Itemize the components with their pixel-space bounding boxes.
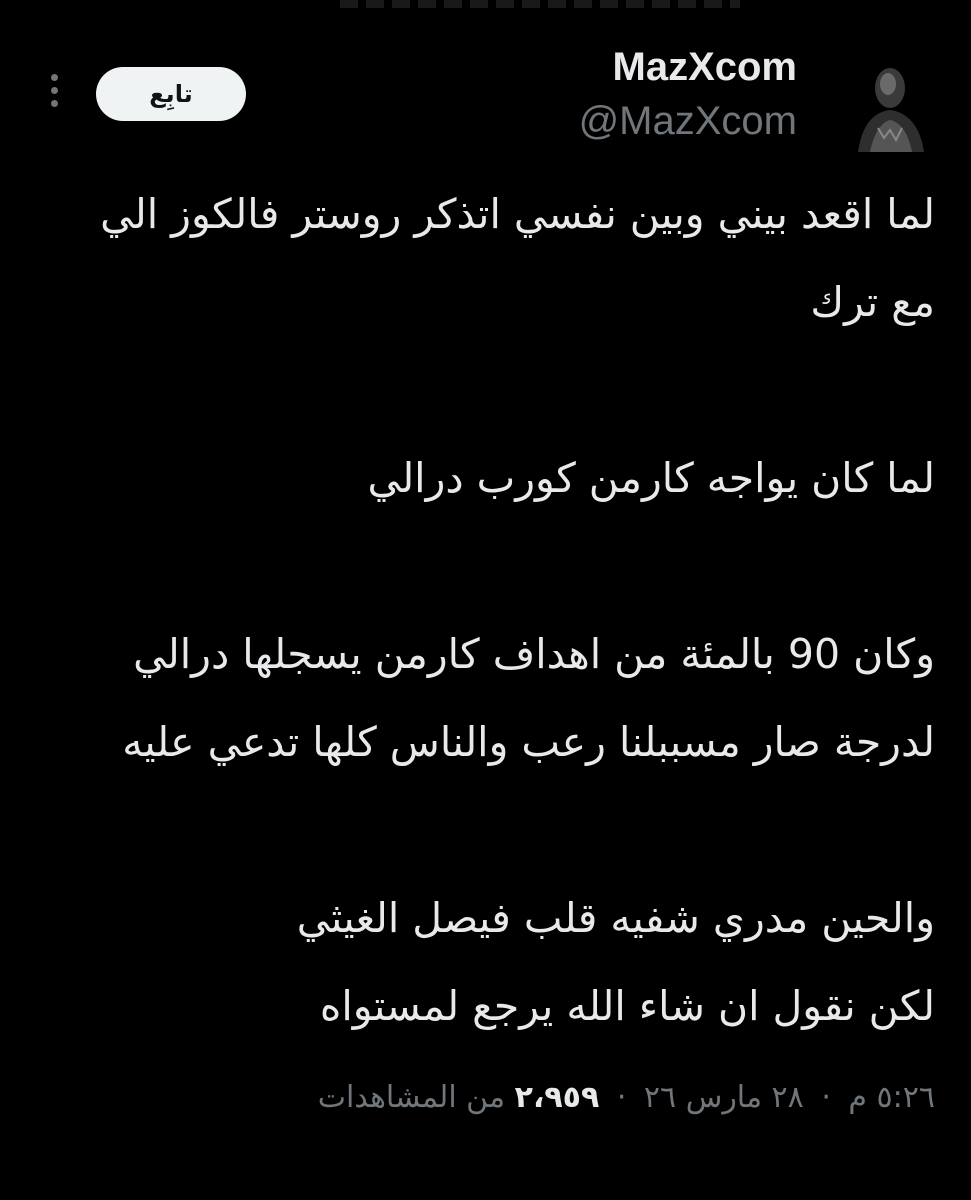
tweet-line-blank [25,536,935,596]
user-info [579,44,797,144]
dot [51,100,58,107]
tweet-line: لدرجة صار مسببلنا رعب والناس كلها تدعي عليه [122,718,935,766]
meta-separator: · [821,1080,831,1115]
top-cropped-edge [340,0,740,8]
tweet-line: وكان 90 بالمئة من اهداف كارمن يسجلها درالي [133,630,935,678]
views-label: من المشاهدات [317,1080,506,1115]
tweet-line: مع ترك [810,278,935,326]
dot [51,87,58,94]
meta-separator: · [616,1080,627,1115]
tweet-time[interactable]: ٥:٢٦ م [848,1080,935,1115]
more-options-icon[interactable] [40,68,68,112]
tweet-text [25,184,935,1064]
display-name[interactable]: MazXcom [612,45,797,89]
tweet-meta [318,1080,935,1115]
tweet-line: لما كان يواجه كارمن كورب درالي [367,454,935,502]
tweet-date[interactable]: ٢٨ مارس ٢٦ [643,1080,804,1115]
tweet-line-blank [25,800,935,860]
tweet-line-blank [25,360,935,420]
dot [51,74,58,81]
tweet-line: والحين مدري شفيه قلب فيصل الغيثي [296,894,935,942]
views-count[interactable]: ٢،٩٥٩ [514,1080,600,1115]
user-handle[interactable]: @MazXcom [578,99,797,143]
avatar[interactable] [848,58,932,152]
tweet-line: لما اقعد بيني وبين نفسي اتذكر روستر فالكوز الي [100,190,935,238]
follow-button[interactable]: تابِع [96,67,246,121]
avatar-image-icon [848,58,932,152]
tweet-line: لكن نقول ان شاء الله يرجع لمستواه [319,982,935,1030]
